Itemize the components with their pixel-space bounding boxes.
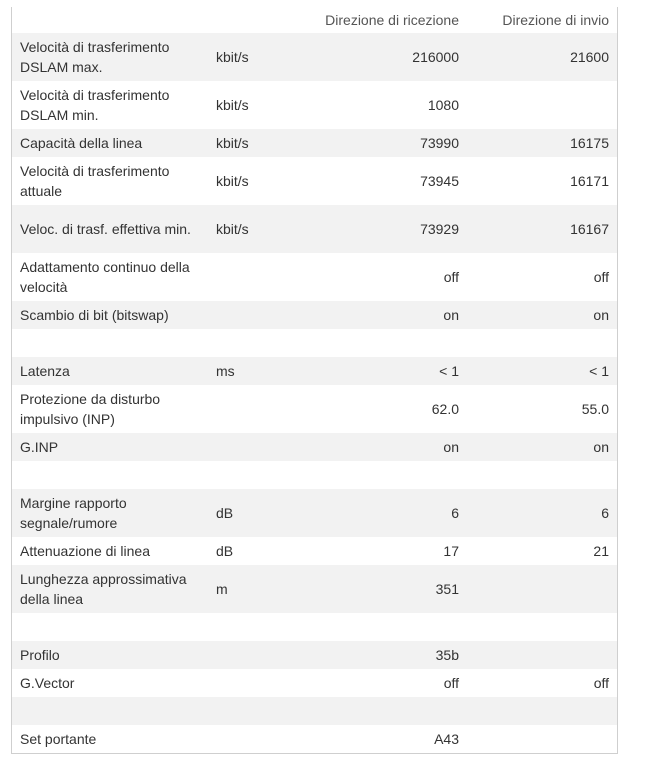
cell-unit <box>212 613 302 641</box>
header-label <box>12 7 212 33</box>
cell-send-value: 16175 <box>467 129 617 157</box>
cell-label <box>12 461 212 489</box>
cell-label: Margine rapporto segnale/rumore <box>12 489 212 537</box>
table-row <box>12 357 617 385</box>
cell-label: Protezione da disturbo impulsivo (INP) <box>12 385 212 433</box>
cell-send-value <box>467 461 617 489</box>
table-row <box>12 565 617 613</box>
cell-label: Capacità della linea <box>12 129 212 157</box>
cell-unit <box>212 669 302 697</box>
cell-unit <box>212 641 302 669</box>
table-row <box>12 537 617 565</box>
header-unit <box>212 7 302 33</box>
cell-label <box>12 613 212 641</box>
cell-label: Scambio di bit (bitswap) <box>12 301 212 329</box>
table-row <box>12 33 617 81</box>
cell-unit: kbit/s <box>212 129 302 157</box>
cell-receive-value: on <box>302 433 467 461</box>
cell-send-value: 16171 <box>467 157 617 205</box>
cell-label: Latenza <box>12 357 212 385</box>
cell-send-value: 6 <box>467 489 617 537</box>
cell-unit <box>212 385 302 433</box>
cell-send-value <box>467 697 617 725</box>
cell-receive-value: off <box>302 669 467 697</box>
cell-label: G.Vector <box>12 669 212 697</box>
cell-receive-value: off <box>302 253 467 301</box>
cell-receive-value: on <box>302 301 467 329</box>
cell-receive-value: 216000 <box>302 33 467 81</box>
cell-send-value: 55.0 <box>467 385 617 433</box>
table-row <box>12 301 617 329</box>
table-row <box>12 613 617 641</box>
cell-label: Velocità di trasferimento DSLAM min. <box>12 81 212 129</box>
table-row <box>12 697 617 725</box>
cell-label: Velocità di trasferimento DSLAM max. <box>12 33 212 81</box>
cell-unit <box>212 697 302 725</box>
cell-send-value <box>467 329 617 357</box>
cell-unit: kbit/s <box>212 33 302 81</box>
cell-label: Set portante <box>12 725 212 753</box>
cell-receive-value: < 1 <box>302 357 467 385</box>
cell-receive-value: 35b <box>302 641 467 669</box>
cell-unit: dB <box>212 489 302 537</box>
table-row <box>12 205 617 253</box>
cell-label <box>12 697 212 725</box>
cell-send-value: on <box>467 433 617 461</box>
cell-unit <box>212 329 302 357</box>
table-row <box>12 433 617 461</box>
cell-label <box>12 329 212 357</box>
cell-receive-value: 17 <box>302 537 467 565</box>
cell-receive-value: A43 <box>302 725 467 753</box>
table-row <box>12 725 617 753</box>
cell-send-value <box>467 565 617 613</box>
dsl-info-panel <box>11 7 618 754</box>
cell-receive-value <box>302 461 467 489</box>
table-body <box>12 33 617 753</box>
table-row <box>12 157 617 205</box>
cell-receive-value: 73945 <box>302 157 467 205</box>
cell-send-value <box>467 613 617 641</box>
cell-receive-value <box>302 613 467 641</box>
table-row <box>12 641 617 669</box>
cell-unit: m <box>212 565 302 613</box>
cell-label: Velocità di trasferimento attuale <box>12 157 212 205</box>
cell-send-value <box>467 641 617 669</box>
cell-label: Veloc. di trasf. effettiva min. <box>12 205 212 253</box>
cell-label: Profilo <box>12 641 212 669</box>
table-row <box>12 253 617 301</box>
cell-send-value: on <box>467 301 617 329</box>
cell-receive-value: 73990 <box>302 129 467 157</box>
cell-send-value <box>467 725 617 753</box>
cell-receive-value: 73929 <box>302 205 467 253</box>
cell-send-value: off <box>467 253 617 301</box>
cell-label: Adattamento continuo della velocità <box>12 253 212 301</box>
cell-send-value: < 1 <box>467 357 617 385</box>
cell-label: Lunghezza approssimativa della linea <box>12 565 212 613</box>
cell-unit <box>212 461 302 489</box>
cell-label: G.INP <box>12 433 212 461</box>
cell-unit <box>212 253 302 301</box>
cell-unit: kbit/s <box>212 81 302 129</box>
table-row <box>12 385 617 433</box>
cell-unit: dB <box>212 537 302 565</box>
cell-unit: ms <box>212 357 302 385</box>
table-row <box>12 129 617 157</box>
table-row <box>12 329 617 357</box>
table-header <box>12 7 617 33</box>
cell-receive-value: 1080 <box>302 81 467 129</box>
cell-unit <box>212 725 302 753</box>
cell-receive-value: 6 <box>302 489 467 537</box>
cell-unit <box>212 301 302 329</box>
cell-receive-value <box>302 329 467 357</box>
cell-receive-value: 351 <box>302 565 467 613</box>
header-send-direction: Direzione di invio <box>502 12 609 28</box>
cell-send-value: off <box>467 669 617 697</box>
cell-send-value <box>467 81 617 129</box>
cell-send-value: 21600 <box>467 33 617 81</box>
cell-unit <box>212 433 302 461</box>
cell-receive-value: 62.0 <box>302 385 467 433</box>
table-row <box>12 669 617 697</box>
table-row <box>12 489 617 537</box>
cell-label: Attenuazione di linea <box>12 537 212 565</box>
cell-receive-value <box>302 697 467 725</box>
dsl-info-table <box>12 7 617 753</box>
cell-send-value: 16167 <box>467 205 617 253</box>
cell-unit: kbit/s <box>212 157 302 205</box>
cell-send-value: 21 <box>467 537 617 565</box>
cell-unit: kbit/s <box>212 205 302 253</box>
table-row <box>12 81 617 129</box>
table-row <box>12 461 617 489</box>
header-receive-direction: Direzione di ricezione <box>325 12 459 28</box>
